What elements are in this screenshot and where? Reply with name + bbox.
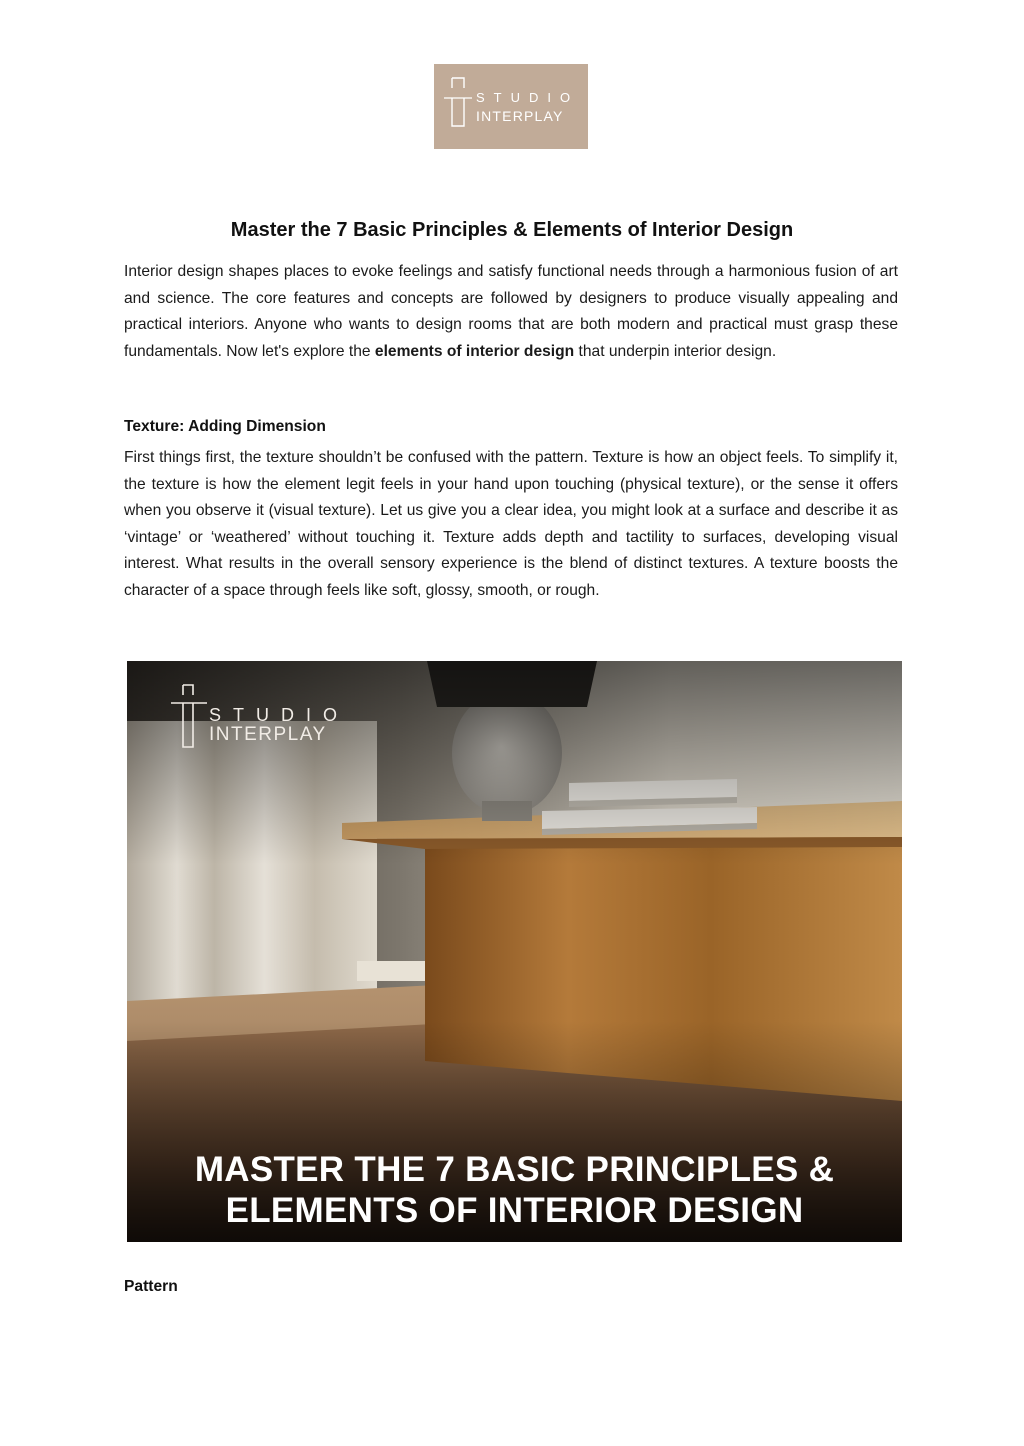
intro-bold-link-text: elements of interior design [374, 342, 575, 360]
texture-heading: Texture: Adding Dimension [124, 418, 326, 435]
logo-text-studio: STUDIO [476, 90, 580, 105]
brand-logo [434, 64, 588, 149]
pattern-heading: Pattern [124, 1278, 178, 1295]
hero-logo-text-studio: STUDIO [209, 705, 350, 725]
intro-text-after: that underpin interior design. [574, 342, 777, 360]
studio-interplay-mark-icon [444, 76, 472, 136]
hero-caption-line1: MASTER THE 7 BASIC PRINCIPLES & [194, 1150, 835, 1189]
logo-text-interplay: INTERPLAY [476, 108, 564, 124]
intro-paragraph [124, 259, 898, 365]
intro-text-before: Interior design shapes places to evoke feelings and satisfy functional needs through a harmonious fusion of art and science. The core features and concepts are followed by designers to produce visually appealing and practical interiors. Anyone who wants to design rooms that are both modern and practical must grasp these fundamentals. Now let's explore the [124, 263, 898, 360]
hero-caption [127, 1149, 902, 1231]
hero-caption-line2: ELEMENTS OF INTERIOR DESIGN [225, 1191, 804, 1230]
page-title: Master the 7 Basic Principles & Elements of Interior Design [230, 219, 794, 241]
hero-image [127, 661, 902, 1242]
texture-paragraph: First things first, the texture shouldn’t be confused with the pattern. Texture is how an object feels. To simplify it, the texture is how the element legit feels in your hand upon touching (physical texture), or the sense it offers when you observe it (visual texture). Let us give you a clear idea, you might look at a surface and describe it as ‘vintage’ or ‘weathered’ without touching it. Texture adds depth and tactility to surfaces, developing visual interest. What results in the overall sensory experience is the blend of distinct textures. A texture boosts the character of a space through feels like soft, glossy, smooth, or rough. [124, 449, 898, 599]
hero-logo-text-interplay: INTERPLAY [209, 724, 327, 745]
